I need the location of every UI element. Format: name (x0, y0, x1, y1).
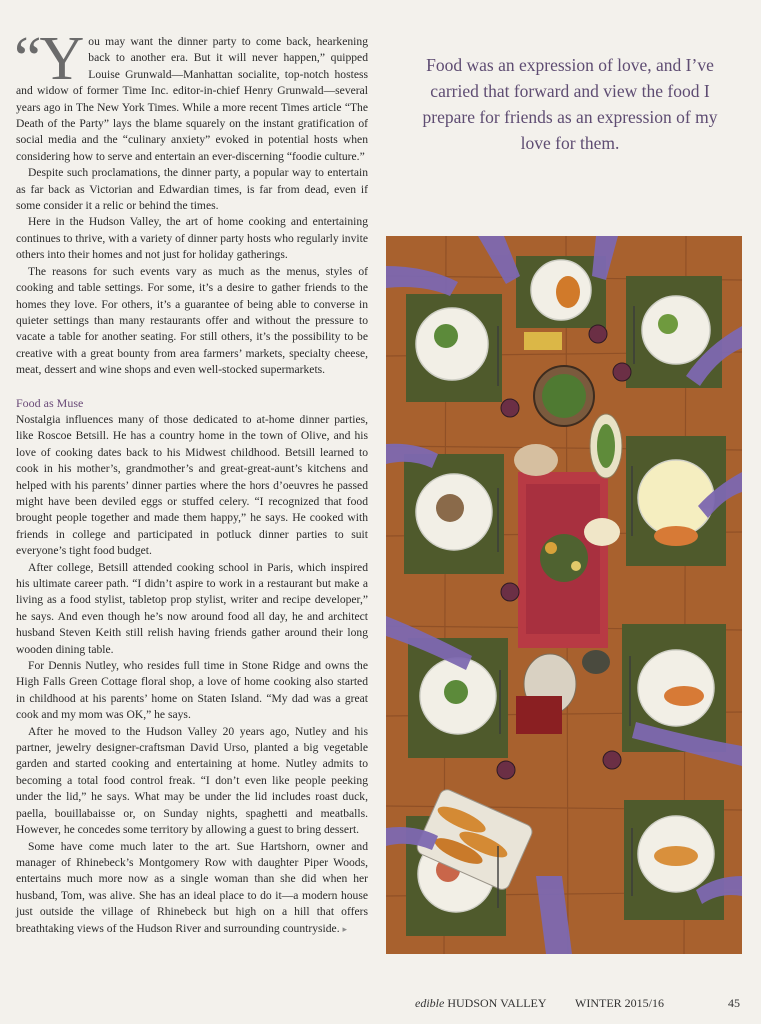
page-footer (360, 996, 740, 1014)
article-column (14, 25, 368, 937)
pull-quote: Food was an expression of love, and I’ve carried that forward and view the food I prepare for friends as an expression of my love for them. (422, 55, 718, 153)
body-paragraph: Despite such proclamations, the dinner party, a popular way to entertain as far back as Victorian and Edwardian times, is far from dead, even if some consider it a relic or behind the times. (16, 166, 368, 213)
body-paragraph: For Dennis Nutley, who resides full time in Stone Ridge and owns the High Falls Green Cottage floral shop, a love of home cooking also started in childhood at his parents’ home on Staten Island. “My dad was a great cook and my mom was OK,” he says. (16, 659, 368, 722)
body-paragraph: Some have come much later to the art. Sue Hartshorn, owner and manager of Rhinebeck’s Montgomery Row with daughter Piper Woods, entertains much more now as a single woman than she did when her husband, Tom, was alive. She has an ideal place to do it—a modern house just outside the village of Rhinebeck but high on a hill that offers breathtaking views of the Hudson River and surrounding countryside. ▸ (16, 839, 368, 935)
flower-centerpiece (540, 534, 588, 582)
body-paragraph: After college, Betsill attended cooking school in Paris, which inspired his ultimate career path. “I didn’t aspire to work in a restaurant but make a living as a food stylist, tabletop prop stylist, writer and recipe developer,” he says. And even though he’s now around food all day, he and architect husband Steven Keith still relish having friends gather around their long wooden dining table. (16, 560, 368, 656)
issue-label: WINTER 2015/16 (575, 996, 664, 1010)
body-paragraph: After he moved to the Hudson Valley 20 years ago, Nutley and his partner, jewelry designer-craftsman David Urso, planted a big vegetable garden and started cooking and entertaining at home. Nutley admits to becoming a total food control freak. “I don’t even like people peeking under the lid,” he says. What may be under the lid includes roast duck, paella, bouillabaisse or, on Sunday nights, spaghetti and meatballs. However, he concedes some territory by allowing a guest to bring dessert. (16, 724, 368, 837)
body-paragraph: Here in the Hudson Valley, the art of home cooking and entertaining continues to thrive, with a variety of dinner party hosts who regularly invite others into their homes and not just for holiday gatherings. (16, 215, 368, 262)
magazine-name: edible HUDSON VALLEY (415, 996, 547, 1010)
body-paragraph: The reasons for such events vary as much as the menus, styles of cooking and table settings. For some, it’s a desire to gather friends to the homes they love. For others, it’s a guarantee of being able to converse in quieter settings than many restaurants offer and without the pressure to vacate a table for another seating. For still others, it’s the possibility to be creative with a great bounty from area farmers’ markets, specialty cheese, meat, dessert and wine shops and even well-stocked supermarkets. (16, 264, 368, 377)
end-mark-icon: ▸ (342, 923, 348, 934)
drop-cap: “Y (14, 25, 83, 93)
page-number: 45 (728, 996, 740, 1010)
body-paragraph: Nostalgia influences many of those dedicated to at-home dinner parties, like Roscoe Betsill. He has a country home in the town of Olive, and his love of cooking dates back to his Midwest childhood. Betsill learned to cook in his mother’s, grandmother’s and great-great-aunt’s kitchens and helped with his parents’ dinner parties where the hors d’oeuvres he passed might have been deviled eggs or stuffed celery. “I recognized that food brought people together and made them happy,” he says. He cooked with friends in college and participated in potluck dinner parties to suit everyone’s tight food budget. (16, 412, 368, 558)
dinner-table-illustration (386, 236, 742, 954)
section-subhead: Food as Muse (16, 395, 84, 410)
intro-paragraph: “You may want the dinner party to come back, hearkening back to another era. But it will never happen,” quipped Louise Grunwald—Manhattan socialite, top-notch hostess and widow of former Time Inc. editor-in-chief Henry Grunwald—several years ago in The New York Times. While a more recent Times article “The Death of the Party” lays the blame squarely on the instant gratification of social media and the “culinary anxiety” evoked in potential hosts when considering how to serve and entertain an ever-discerning “foodie culture.” (14, 25, 368, 163)
